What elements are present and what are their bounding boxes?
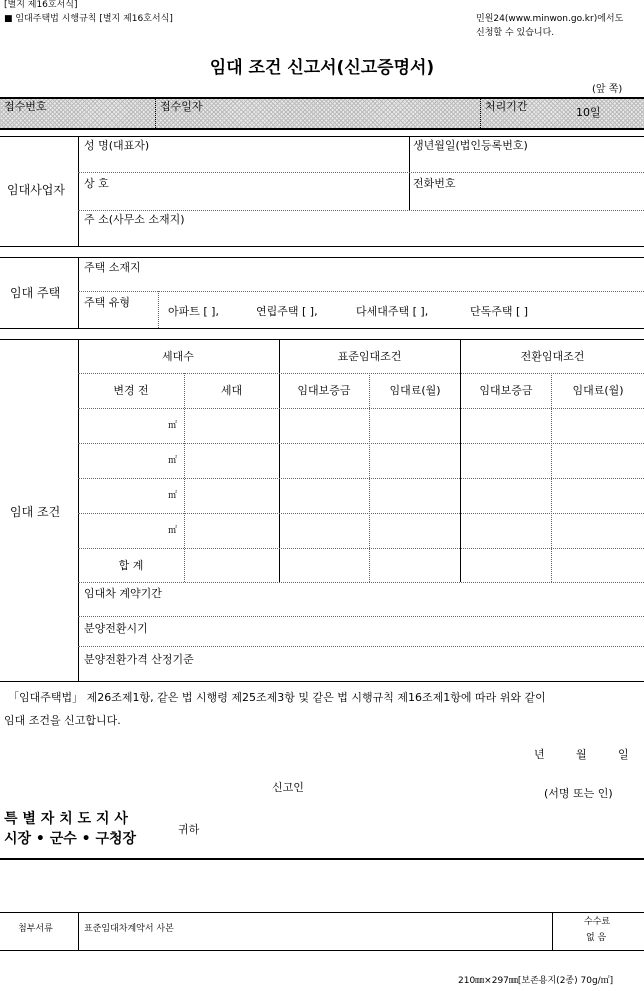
attachment-label: 첨부서류 <box>18 924 53 934</box>
rule-reference: ■ 임대주택법 시행규칙 [별지 제16호서식] <box>4 14 173 24</box>
standard-rent-header: 임대료(월) <box>389 384 441 397</box>
household-col-header: 세대 <box>220 384 243 397</box>
receipt-band <box>0 98 644 128</box>
standard-conditions-header: 표준임대조건 <box>337 350 402 363</box>
declaration-line-2: 임대 조건을 신고합니다. <box>4 714 121 727</box>
converted-conditions-header: 전환임대조건 <box>520 350 585 363</box>
date-day-label: 일 <box>618 748 629 761</box>
fee-value: 없 음 <box>586 933 607 943</box>
date-month-label: 월 <box>576 748 587 761</box>
addressee-governor: 특 별 자 치 도 지 사 <box>4 811 128 827</box>
conversion-time-label[interactable]: 분양전환시기 <box>84 622 148 635</box>
before-change-header: 변경 전 <box>113 384 149 397</box>
date-year-label: 년 <box>534 748 545 761</box>
paper-spec-footer: 210㎜×297㎜[보존용지(2종) 70g/㎡] <box>458 976 614 986</box>
front-side-label: (앞 쪽) <box>592 84 623 95</box>
fee-label: 수수료 <box>584 917 611 927</box>
housing-section-label: 임대 주택 <box>10 286 61 300</box>
declarant-label: 신고인 <box>272 781 304 794</box>
lessor-section-label: 임대사업자 <box>7 183 65 197</box>
receipt-date-label: 접수일자 <box>160 100 203 113</box>
online-notice-2: 신청할 수 있습니다. <box>476 28 555 38</box>
addressee-mayor: 시장 • 군수 • 구청장 <box>4 831 137 847</box>
type-apartment[interactable]: 아파트 [ ], <box>168 305 219 318</box>
name-label[interactable]: 성 명(대표자) <box>84 139 150 152</box>
area-unit-row2: ㎡ <box>168 456 178 466</box>
honorific-label: 귀하 <box>178 823 200 836</box>
online-notice-1: 민원24(www.minwon.go.kr)에서도 <box>476 14 624 24</box>
conditions-section-label: 임대 조건 <box>10 505 61 519</box>
converted-deposit-header: 임대보증금 <box>479 384 533 397</box>
birth-date-label[interactable]: 생년월일(법인등록번호) <box>413 139 528 152</box>
address-label[interactable]: 주 소(사무소 소재지) <box>84 213 185 226</box>
converted-rent-header: 임대료(월) <box>572 384 624 397</box>
attachment-value: 표준임대차계약서 사본 <box>84 924 174 934</box>
households-header: 세대수 <box>162 350 194 363</box>
standard-deposit-header: 임대보증금 <box>297 384 351 397</box>
signature-label: (서명 또는 인) <box>544 787 613 800</box>
type-rowhouse[interactable]: 연립주택 [ ], <box>256 305 318 318</box>
total-label: 합 계 <box>118 559 144 572</box>
housing-type-label: 주택 유형 <box>84 296 131 309</box>
trade-name-label[interactable]: 상 호 <box>84 177 109 190</box>
area-unit-row4: ㎡ <box>168 526 178 536</box>
receipt-number-label: 접수번호 <box>4 100 47 113</box>
area-unit-row1: ㎡ <box>168 421 178 431</box>
declaration-line-1: 「임대주택법」 제26조제1항, 같은 법 시행령 제25조제3항 및 같은 법 시행규칙 제16조제1항에 따라 위와 같이 <box>8 691 546 704</box>
processing-period-value: 10일 <box>576 106 601 119</box>
form-number: [별지 제16호서식] <box>4 0 78 10</box>
housing-location-label[interactable]: 주택 소재지 <box>84 261 141 274</box>
form-title: 임대 조건 신고서(신고증명서) <box>209 58 435 78</box>
phone-label[interactable]: 전화번호 <box>413 177 456 190</box>
conversion-price-label[interactable]: 분양전환가격 산정기준 <box>84 653 194 666</box>
processing-period-label: 처리기간 <box>485 100 528 113</box>
type-multiplex[interactable]: 다세대주택 [ ], <box>356 305 429 318</box>
type-detached[interactable]: 단독주택 [ ] <box>470 305 529 318</box>
contract-period-label[interactable]: 임대차 계약기간 <box>84 587 162 600</box>
area-unit-row3: ㎡ <box>168 491 178 501</box>
